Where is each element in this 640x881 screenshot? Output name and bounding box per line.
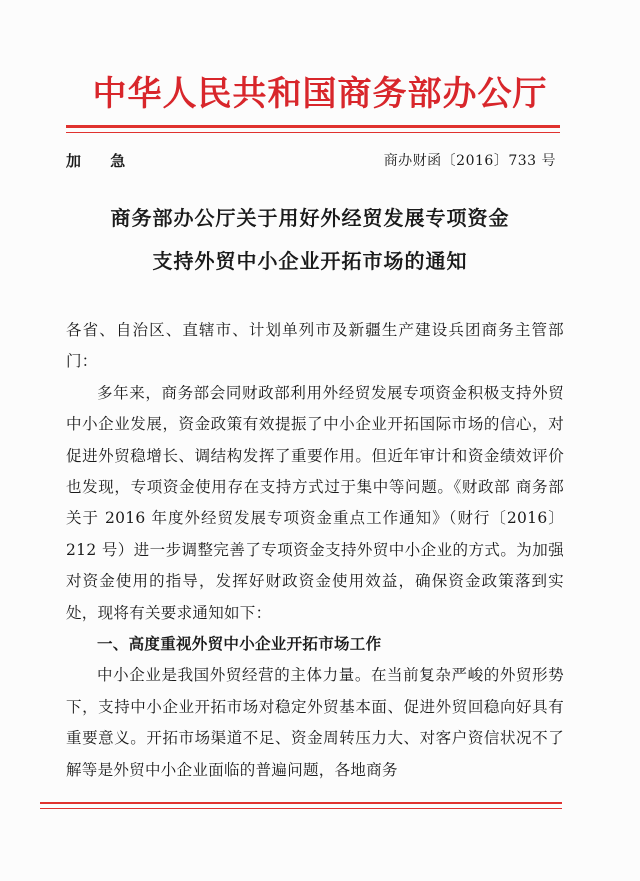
- body-paragraph-1: 多年来，商务部会同财政部利用外经贸发展专项资金积极支持外贸中小企业发展，资金政策有效提振了中小企业开拓国际市场的信心，对促进外贸稳增长、调结构发挥了重要作用。但近年审计和资金绩效评价也发现，专项资金使用存在支持方式过于集中等问题。《财政部 商务部关于 2016 年度外经贸发展专项资金重点工作通知》（财行〔2016〕212 号）进一步调整完善了专项资金支持外贸中小企业的方式。为加强对资金使用的指导，发挥好财政资金使用效益，确保资金政策落到实处，现将有关要求通知如下：: [66, 383, 564, 622]
- letterhead-rule-thick: [66, 125, 560, 128]
- body-paragraph-2: 中小企业是我国外贸经营的主体力量。在当前复杂严峻的外贸形势下，支持中小企业开拓市场对稳定外贸基本面、促进外贸回稳向好具有重要意义。开拓市场渠道不足、资金周转压力大、对客户资信状况不了解等是外贸中小企业面临的普遍问题，各地商务: [66, 666, 564, 779]
- document-body: [66, 315, 564, 786]
- letterhead-rule-thin: [66, 132, 560, 133]
- document-number: 商办财函〔2016〕733 号: [383, 153, 556, 169]
- footer-rule-thin: [40, 808, 562, 809]
- addressee: 各省、自治区、直辖市、计划单列市及新疆生产建设兵团商务主管部门：: [66, 321, 564, 371]
- footer-rule-thick: [40, 802, 562, 804]
- section-heading-1: 一、高度重视外贸中小企业开拓市场工作: [97, 635, 382, 654]
- urgency-label: 加 急: [66, 152, 138, 170]
- document-title-line-2: 支持外贸中小企业开拓市场的通知: [152, 249, 468, 273]
- letterhead-title: 中华人民共和国商务部办公厅: [92, 74, 548, 114]
- document-title-line-1: 商务部办公厅关于用好外经贸发展专项资金: [110, 206, 510, 230]
